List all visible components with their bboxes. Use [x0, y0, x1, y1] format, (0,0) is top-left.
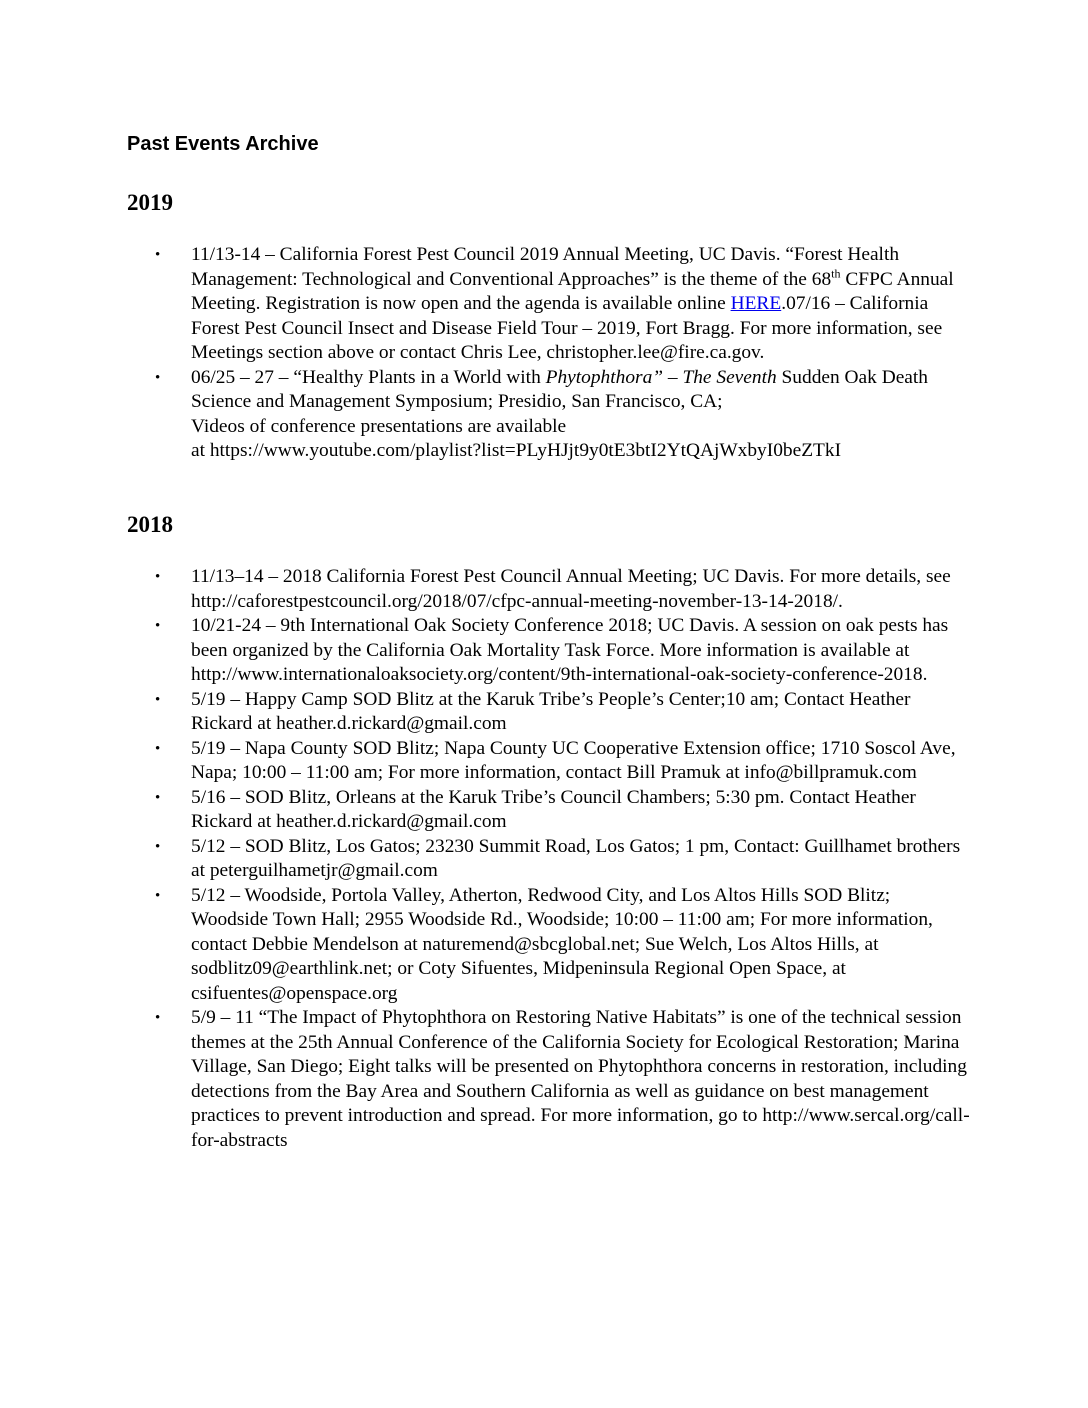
list-item: [155, 614, 971, 688]
list-item: [155, 1006, 971, 1153]
event-text: CFPC Annual Meeting. Registration is now open and the agenda is available online: [191, 268, 954, 314]
year-heading-2019: 2019: [127, 190, 173, 215]
list-item: [155, 366, 971, 464]
list-item: [155, 884, 971, 1007]
event-text: Sudden Oak Death Science and Management Symposium; Presidio, San Francisco, CA;: [191, 366, 928, 412]
list-item: [155, 565, 971, 614]
bullet-icon: •: [155, 569, 161, 585]
bullet-icon: •: [155, 691, 161, 708]
ordinal-suffix: th: [831, 266, 841, 281]
event-text: .07/16 – California Forest Pest Council Insect and Disease Field Tour – 2019, Fort Bragg. For more information, see Meetings section above or contact Chris Lee, christopher.lee@fire.ca.gov.: [191, 293, 943, 363]
event-text: 5/19 – Happy Camp SOD Blitz at the Karuk Tribe’s People’s Center;10 am; Contact Heather Rickard at heather.d.rickard@gmail.com: [191, 688, 911, 734]
bullet-icon: •: [155, 369, 161, 386]
bullet-icon: •: [155, 789, 161, 806]
year-heading-2018: 2018: [127, 512, 173, 537]
event-list-2019: [155, 243, 971, 464]
bullet-icon: •: [155, 887, 161, 904]
event-text: Videos of conference presentations are available: [191, 415, 567, 437]
list-item: [155, 786, 971, 835]
event-text: 10/21-24 – 9th International Oak Society Conference 2018; UC Davis. A session on oak pests has been organized by the California Oak Mortality Task Force. More information is available at http://www.internationaloaksociety.org/content/9th-international-oak-society-conference-2018.: [191, 615, 949, 685]
bullet-icon: •: [155, 838, 161, 855]
event-text: 5/12 – Woodside, Portola Valley, Atherton, Redwood City, and Los Altos Hills SOD Blitz; Woodside Town Hall; 2955 Woodside Rd., Woodside; 10:00 – 11:00 am; For more information, contact Debbie Mendelson at naturemend@sbcglobal.net; Sue Welch, Los Altos Hills, at sodblitz09@earthlink.net; or Coty Sifuentes, Midpeninsula Regional Open Space, at csifuentes@openspace.org: [191, 884, 933, 1004]
event-text: 11/13-14 – California Forest Pest Council 2019 Annual Meeting, UC Davis. “Forest Health Management: Technological and Conventional Approaches” is the theme of the 68: [191, 244, 900, 290]
here-link[interactable]: HERE: [730, 293, 782, 314]
page-title: Past Events Archive: [127, 133, 319, 155]
event-text: 11/13–14 – 2018 California Forest Pest Council Annual Meeting; UC Davis. For more details, see http://caforestpestcouncil.org/2018/07/cfpc-annual-meeting-november-13-14-2018/.: [191, 566, 951, 612]
event-text: 5/12 – SOD Blitz, Los Gatos; 23230 Summit Road, Los Gatos; 1 pm, Contact: Guillhamet brothers at peterguilhametjr@gmail.com: [191, 835, 961, 881]
video-url-text: at https://www.youtube.com/playlist?list=PLyHJjt9y0tE3btI2YtQAjWxbyI0beZTkI: [191, 440, 842, 461]
event-text: 06/25 – 27 – “Healthy Plants in a World with: [191, 366, 546, 388]
event-text: 5/19 – Napa County SOD Blitz; Napa County UC Cooperative Extension office; 1710 Soscol Ave, Napa; 10:00 – 11:00 am; For more information, contact Bill Pramuk at info@billpramuk.com: [191, 737, 956, 783]
bullet-icon: •: [155, 618, 161, 634]
bullet-icon: •: [155, 740, 161, 757]
bullet-icon: •: [155, 247, 161, 263]
list-item: [155, 835, 971, 884]
list-item: [155, 737, 971, 786]
event-text-italic: Phytophthora” – The Seventh: [545, 366, 777, 388]
event-text: 5/9 – 11 “The Impact of Phytophthora on Restoring Native Habitats” is one of the technical session themes at the 25th Annual Conference of the California Society for Ecological Restoration; Marina Village, San Diego; Eight talks will be presented on Phytophthora concerns in restoration, including detections from the Bay Area and Southern California as well as guidance on best management practices to prevent introduction and spread. For more information, go to http://www.sercal.org/call-for-abstracts: [191, 1007, 970, 1151]
list-item: [155, 688, 971, 737]
list-item: [155, 243, 971, 366]
event-text: 5/16 – SOD Blitz, Orleans at the Karuk Tribe’s Council Chambers; 5:30 pm. Contact Heather Rickard at heather.d.rickard@gmail.com: [191, 786, 916, 832]
bullet-icon: •: [155, 1010, 161, 1026]
event-list-2018: [155, 565, 971, 1153]
